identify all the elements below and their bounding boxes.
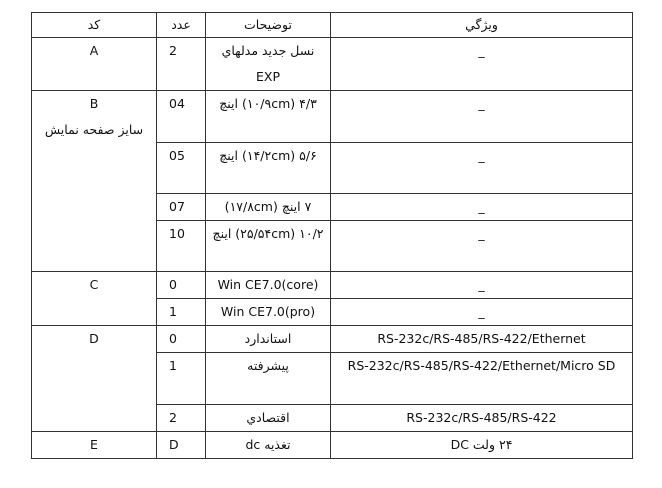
feature-cell: ۲۴ ولت DC: [331, 432, 633, 459]
count-cell: 07: [157, 194, 206, 221]
feature-cell: _: [331, 299, 633, 326]
desc-cell: Win CE7.0(core): [206, 272, 331, 299]
desc-cell: تغذيه dc: [206, 432, 331, 459]
desc-cell: ۵/۶ (۱۴/۲cm) اينچ: [206, 143, 331, 194]
header-count: عدد: [157, 13, 206, 38]
header-row: [32, 13, 633, 38]
feature-cell: _: [331, 221, 633, 272]
feature-cell: _: [331, 143, 633, 194]
desc-cell: ۴/۳ (۱۰/۹cm) اينچ: [206, 91, 331, 143]
table-row: [32, 272, 633, 299]
header-code: كد: [32, 13, 157, 38]
count-cell: 04: [157, 91, 206, 143]
desc-cell: ۷ اينچ (۱۷/۸cm): [206, 194, 331, 221]
header-feature: ويژگي: [331, 13, 633, 38]
table-row: [32, 326, 633, 353]
count-cell: 05: [157, 143, 206, 194]
table-row: [32, 432, 633, 459]
desc-cell: Win CE7.0(pro): [206, 299, 331, 326]
table-row: [32, 91, 633, 143]
count-cell: D: [157, 432, 206, 459]
code-cell: B: [89, 96, 99, 111]
desc-cell: ۱۰/۲ (۲۵/۵۴cm) اينچ: [206, 221, 331, 272]
feature-cell: _: [331, 272, 633, 299]
code-subtitle: سايز صفحه نمايش: [44, 122, 144, 137]
count-cell: 2: [157, 405, 206, 432]
code-cell: C: [32, 272, 157, 326]
feature-cell: RS-232c/RS-485/RS-422/Ethernet/Micro SD: [331, 353, 633, 405]
code-cell-group: [32, 91, 157, 272]
feature-cell: _: [331, 194, 633, 221]
count-cell: 1: [157, 299, 206, 326]
count-cell: 0: [157, 326, 206, 353]
code-cell: A: [32, 38, 157, 91]
desc-cell: استاندارد: [206, 326, 331, 353]
feature-cell: _: [331, 38, 633, 91]
code-cell: D: [32, 326, 157, 432]
feature-cell: RS-232c/RS-485/RS-422: [331, 405, 633, 432]
count-cell: 10: [157, 221, 206, 272]
table-row: [32, 38, 633, 91]
feature-cell: _: [331, 91, 633, 143]
count-cell: 0: [157, 272, 206, 299]
desc-cell: نسل جديد مدلهاي EXP: [206, 38, 331, 91]
count-cell: 2: [157, 38, 206, 91]
header-desc: توضيحات: [206, 13, 331, 38]
desc-cell: اقتصادي: [206, 405, 331, 432]
order-code-table: [31, 12, 633, 459]
count-cell: 1: [157, 353, 206, 405]
feature-cell: RS-232c/RS-485/RS-422/Ethernet: [331, 326, 633, 353]
desc-cell: پيشرفته: [206, 353, 331, 405]
code-cell: E: [32, 432, 157, 459]
